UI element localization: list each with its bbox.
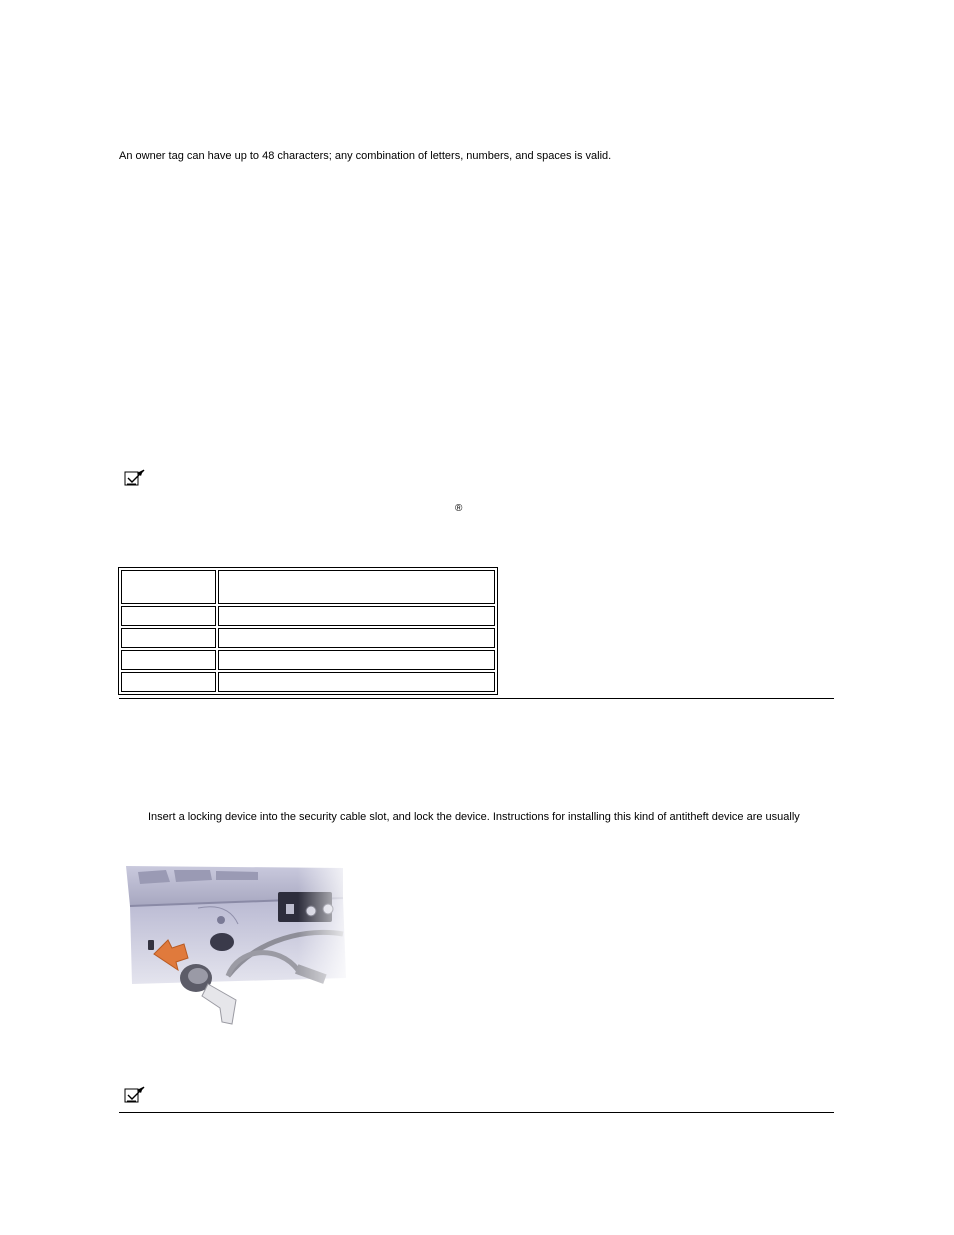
table-cell	[121, 672, 216, 692]
note-icon	[124, 1086, 146, 1104]
table-row	[121, 570, 495, 604]
table-row	[121, 650, 495, 670]
security-cable-lock-illustration	[118, 858, 358, 1036]
section-divider	[119, 1112, 834, 1113]
table-row	[121, 672, 495, 692]
table-cell	[121, 628, 216, 648]
table-cell	[121, 606, 216, 626]
lock-instruction-text: Insert a locking device into the security cable slot, and lock the device. Instructions for installing this kind of antitheft device are usually	[148, 811, 800, 823]
table-cell	[121, 650, 216, 670]
registered-mark: ®	[455, 503, 463, 514]
owner-tag-text: An owner tag can have up to 48 characters; any combination of letters, numbers, and spaces is valid.	[119, 150, 612, 162]
table-row	[121, 628, 495, 648]
note-icon	[124, 469, 146, 487]
table-cell	[218, 672, 495, 692]
table-cell	[218, 570, 495, 604]
table-cell	[218, 650, 495, 670]
table-cell	[218, 628, 495, 648]
table-cell	[218, 606, 495, 626]
info-table	[118, 567, 498, 695]
section-divider	[119, 698, 834, 699]
table-cell	[121, 570, 216, 604]
table-row	[121, 606, 495, 626]
